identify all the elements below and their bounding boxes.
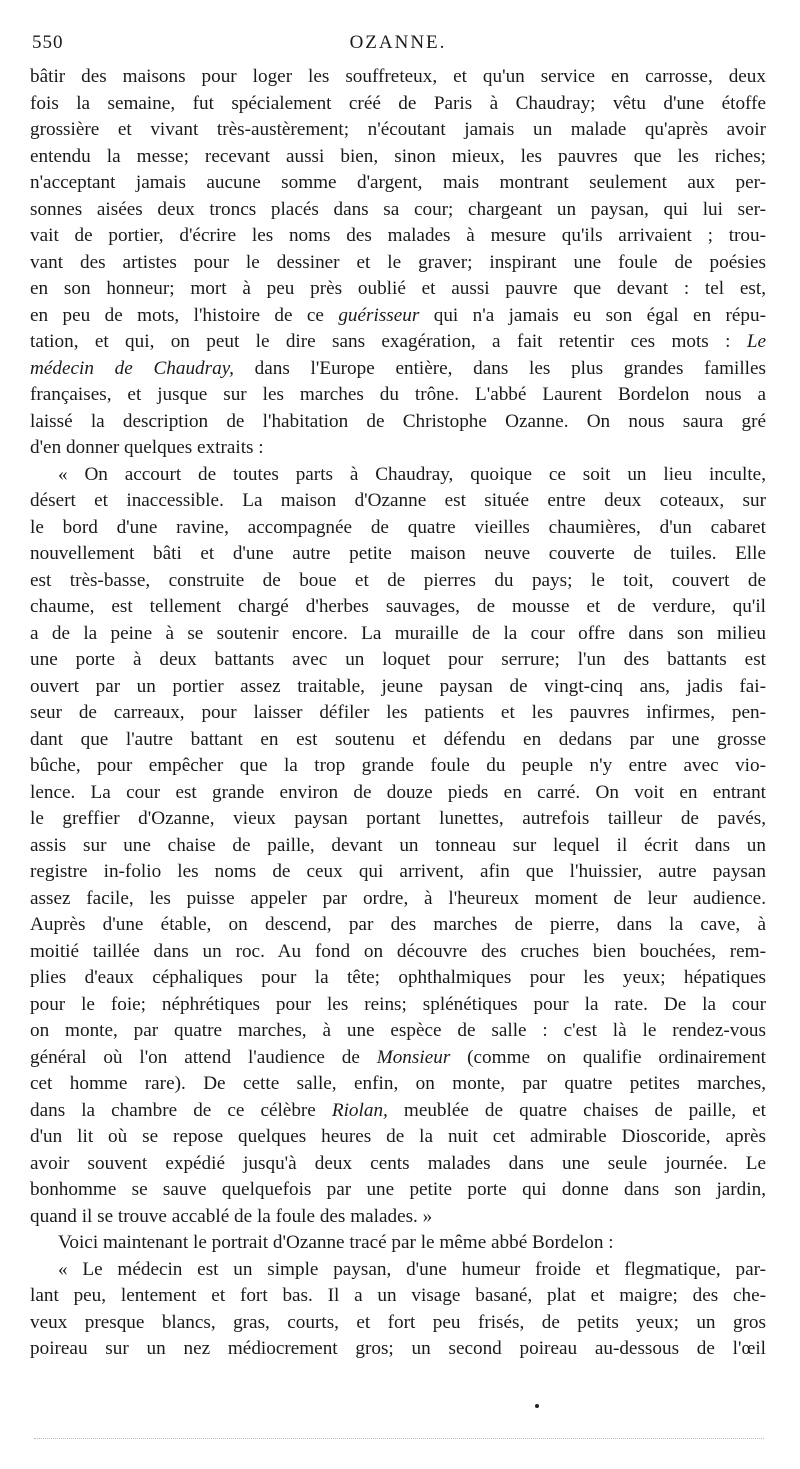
text-line [30,886,766,913]
text-line [30,1045,766,1072]
text-line [30,356,766,383]
line-text: d'un lit où se repose quelques heures de la nuit cet admirable Dioscoride, après [30,1126,766,1147]
text-line [30,647,766,674]
line-text: cet homme rare). De cette salle, enfin, on monte, par quatre petites marches, [30,1073,766,1094]
text-line [30,753,766,780]
text-line [30,992,766,1019]
line-text: pour le foie; néphrétiques pour les reins; splénétiques pour la rate. De la cour [30,993,766,1015]
text-line [30,780,766,807]
text-line [30,64,766,91]
line-text: quand il se trouve accablé de la foule des malades. » [30,1205,433,1227]
text-line [30,197,766,224]
text-line [30,382,766,409]
line-text: assis sur une chaise de paille, devant un tonneau sur lequel il écrit dans un [30,834,766,856]
text-line [30,912,766,939]
line-text: poireau sur un nez médiocrement gros; un second poireau au-dessous de l'œil [30,1338,766,1359]
book-page [30,20,766,1363]
text-line [30,409,766,436]
line-text: a de la peine à se soutenir encore. La muraille de la cour offre dans son milieu [30,622,766,644]
text-line [30,1204,766,1231]
line-text: le greffier d'Ozanne, vieux paysan portant lunettes, autrefois tailleur de pavés, [30,808,766,829]
body-text [30,64,766,1363]
text-line [30,250,766,277]
text-line [30,1257,766,1284]
text-line [30,91,766,118]
line-text: vant des artistes pour le dessiner et le graver; inspirant une foule de poésies [30,251,766,273]
line-text: une porte à deux battants avec un loquet pour serrure; l'un des battants est [30,649,766,670]
text-line [30,568,766,595]
text-line [30,727,766,754]
line-text: sonnes aisées deux troncs placés dans sa cour; chargeant un paysan, qui lui ser- [30,198,766,220]
line-text: plies d'eaux céphaliques pour la tête; ophthalmiques pour les yeux; hépatiques [30,967,766,988]
text-line [30,435,766,462]
line-text: meublée de quatre chaises de paille, et [387,1099,766,1121]
line-text: désert et inaccessible. La maison d'Ozanne est située entre deux coteaux, sur [30,490,766,511]
text-line [30,1310,766,1337]
line-text: (comme on qualifie ordinairement [450,1046,766,1068]
line-text: « On accourt de toutes parts à Chaudray, quoique ce soit un lieu inculte, [58,463,766,485]
text-line [30,488,766,515]
line-text: seur de carreaux, pour laisser défiler les patients et les pauvres infirmes, pen- [30,702,766,723]
text-line [30,303,766,330]
text-line [30,276,766,303]
line-text: moitié taillée dans un roc. Au fond on découvre des cruches bien bouchées, rem- [30,940,766,962]
line-text: en peu de mots, l'histoire de ce [30,304,339,326]
page-number: 550 [32,32,64,53]
text-line [30,700,766,727]
text-line [30,1124,766,1151]
text-line [30,170,766,197]
line-text: on monte, par quatre marches, à une espèce de salle : c'est là le rendez-vous [30,1020,766,1041]
line-text: vait de portier, d'écrire les noms des malades à mesure qu'ils arrivaient ; trou- [30,225,766,246]
line-text: assez facile, les puisse appeler par ordre, à l'heureux moment de leur audience. [30,887,766,909]
line-text: d'en donner quelques extraits : [30,437,264,458]
text-line [30,594,766,621]
line-text: lence. La cour est grande environ de douze pieds en carré. On voit en entrant [30,781,766,803]
line-text: bonhomme se sauve quelquefois par une petite porte qui donne dans son jardin, [30,1179,766,1200]
line-text: Voici maintenant le portrait d'Ozanne tracé par le même abbé Bordelon : [58,1232,614,1253]
line-text: en son honneur; mort à peu près oublié et aussi pauvre que devant : tel est, [30,278,766,299]
text-line [30,1283,766,1310]
text-line [30,1098,766,1125]
line-text: est très-basse, construite de boue et de pierres du pays; le toit, couvert de [30,569,766,591]
line-text: laissé la description de l'habitation de Christophe Ozanne. On nous saura gré [30,410,766,432]
italic-text: Riolan, [331,1099,388,1121]
line-text: le bord d'une ravine, accompagnée de quatre vieilles chaumières, d'un cabaret [30,516,766,538]
line-text: « Le médecin est un simple paysan, d'une humeur froide et flegmatique, par- [58,1258,766,1280]
text-line [30,1151,766,1178]
line-text: ouvert par un portier assez traitable, jeune paysan de vingt-cinq ans, jadis fai- [30,675,766,697]
running-head [30,20,766,60]
line-text: tation, et qui, on peut le dire sans exagération, a fait retentir ces mots : [30,331,747,352]
line-text: Auprès d'une étable, on descend, par des marches de pierre, dans la cave, à [30,914,766,935]
italic-text: médecin de Chaudray, [30,357,234,379]
line-text: grossière et vivant très-austèrement; n'écoutant jamais un malade qu'après avoir [30,119,766,140]
line-text: fois la semaine, fut spécialement créé de Paris à Chaudray; vêtu d'une étoffe [30,92,766,114]
line-text: bûche, pour empêcher que la trop grande foule du peuple n'y entre avec vio- [30,755,766,776]
text-line [30,541,766,568]
ink-mark [535,1404,539,1408]
line-text: dans la chambre de ce célèbre [30,1099,332,1121]
line-text: bâtir des maisons pour loger les souffreteux, et qu'un service en carrosse, deux [30,66,766,87]
italic-text: Le [746,331,766,352]
text-line [30,144,766,171]
line-text: veux presque blancs, gras, courts, et fort peu frisés, de petits yeux; un gros [30,1311,766,1333]
text-line [30,1071,766,1098]
text-line [30,1018,766,1045]
line-text: qui n'a jamais eu son égal en répu- [419,304,766,326]
text-line [30,515,766,542]
text-line [30,329,766,356]
line-text: entendu la messe; recevant aussi bien, sinon mieux, les pauvres que les riches; [30,145,766,167]
line-text: registre in-folio les noms de ceux qui arrivent, afin que l'huissier, autre paysan [30,861,766,882]
bottom-rule-marks [34,1428,764,1439]
text-line [30,806,766,833]
text-line [30,117,766,144]
line-text: nouvellement bâti et d'une autre petite maison neuve couverte de tuiles. Elle [30,543,766,564]
text-line [30,462,766,489]
text-line [30,965,766,992]
text-line [30,1177,766,1204]
text-line [30,833,766,860]
text-line [30,859,766,886]
italic-text: Monsieur [376,1046,451,1068]
text-line [30,1336,766,1363]
line-text: général où l'on attend l'audience de [30,1046,377,1068]
line-text: dans l'Europe entière, dans les plus grandes familles [233,357,766,379]
text-line [30,674,766,701]
line-text: chaume, est tellement chargé d'herbes sauvages, de mousse et de verdure, qu'il [30,596,766,617]
line-text: avoir souvent expédié jusqu'à deux cents malades dans une seule journée. Le [30,1152,766,1174]
line-text: lant peu, lentement et fort bas. Il a un visage basané, plat et maigre; des che- [30,1285,766,1306]
text-line [30,939,766,966]
line-text: dant que l'autre battant en est soutenu et défendu en dedans par une grosse [30,728,766,750]
text-line [30,621,766,648]
running-title: OZANNE. [349,32,447,53]
line-text: françaises, et jusque sur les marches du trône. L'abbé Laurent Bordelon nous a [30,384,766,405]
text-line [30,223,766,250]
line-text: n'acceptant jamais aucune somme d'argent, mais montrant seulement aux per- [30,172,766,193]
italic-text: guérisseur [338,304,420,326]
text-line [30,1230,766,1257]
